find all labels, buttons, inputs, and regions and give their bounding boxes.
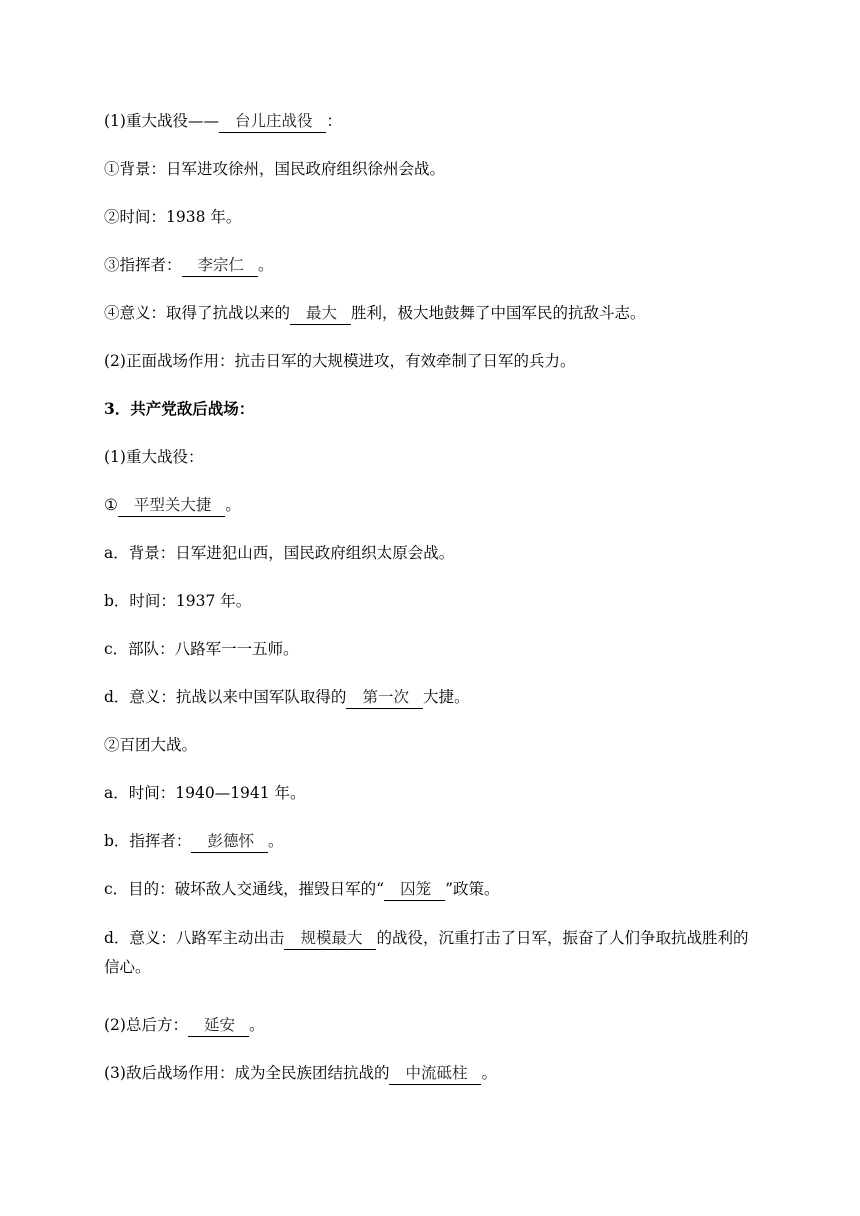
line-significance bbox=[104, 684, 760, 710]
line-taierzhuang-battle bbox=[104, 108, 760, 134]
line-text: c．部队：八路军一一五师。 bbox=[104, 640, 299, 658]
line-text: 。 bbox=[267, 832, 284, 850]
answer-blank bbox=[219, 110, 327, 133]
line-text: (2)正面战场作用：抗击日军的大规模进攻，有效牵制了日军的兵力。 bbox=[104, 352, 576, 370]
line-text: (1)重大战役： bbox=[104, 448, 204, 466]
line-time bbox=[104, 204, 760, 230]
line-time bbox=[104, 780, 760, 806]
answer-text: 最大 bbox=[306, 304, 338, 322]
line-commander bbox=[104, 828, 760, 854]
answer-text: 中流砥柱 bbox=[405, 1064, 468, 1082]
line-troops bbox=[104, 636, 760, 662]
line-time bbox=[104, 588, 760, 614]
answer-text: 囚笼 bbox=[400, 880, 432, 898]
line-front-battlefield-role bbox=[104, 348, 760, 374]
answer-blank bbox=[284, 927, 376, 950]
line-text: 。 bbox=[258, 256, 274, 274]
section-heading bbox=[104, 396, 760, 422]
line-text: ①背景：日军进攻徐州，国民政府组织徐州会战。 bbox=[104, 160, 446, 178]
answer-text: 台儿庄战役 bbox=[234, 112, 313, 130]
line-hundred-regiments bbox=[104, 732, 760, 758]
line-text: ④意义：取得了抗战以来的 bbox=[104, 304, 291, 322]
line-text: 胜利，极大地鼓舞了中国军民的抗敌斗志。 bbox=[351, 304, 646, 322]
line-text: ②百团大战。 bbox=[104, 736, 198, 754]
answer-text: 规模最大 bbox=[300, 929, 363, 947]
line-text: (2)总后方： bbox=[104, 1016, 188, 1034]
line-text: c．目的：破坏敌人交通线，摧毁日军的“ bbox=[104, 880, 385, 898]
line-text: ① bbox=[104, 496, 118, 514]
answer-blank bbox=[384, 878, 445, 901]
answer-text: 延安 bbox=[203, 1016, 235, 1034]
line-rear-base bbox=[104, 1012, 760, 1038]
line-text: a．背景：日军进犯山西，国民政府组织太原会战。 bbox=[104, 544, 455, 562]
line-text: ②时间：1938 年。 bbox=[104, 208, 242, 226]
line-text: ”政策。 bbox=[445, 880, 500, 898]
line-pingxingguan bbox=[104, 492, 760, 518]
line-text: 的战役，沉重打击了日军，振奋了人们争取抗战胜利的信心。 bbox=[104, 929, 749, 976]
line-significance bbox=[104, 300, 760, 326]
line-significance-wrapped bbox=[104, 924, 760, 982]
line-enemy-rear-role bbox=[104, 1060, 760, 1086]
answer-blank bbox=[191, 830, 268, 853]
answer-text: 平型关大捷 bbox=[133, 496, 212, 514]
line-major-battles bbox=[104, 444, 760, 470]
answer-blank bbox=[118, 494, 226, 517]
line-commander bbox=[104, 252, 760, 278]
line-text: 。 bbox=[248, 1016, 265, 1034]
answer-blank bbox=[346, 686, 423, 709]
heading-text: 3．共产党敌后战场： bbox=[104, 399, 255, 418]
line-text: b．指挥者： bbox=[104, 832, 192, 850]
line-text: a．时间：1940—1941 年。 bbox=[104, 784, 306, 802]
answer-blank bbox=[188, 1014, 249, 1037]
line-text: d．意义：八路军主动出击 bbox=[104, 929, 285, 947]
line-text: ③指挥者： bbox=[104, 256, 182, 274]
answer-text: 第一次 bbox=[362, 688, 409, 706]
line-text: 。 bbox=[225, 496, 241, 514]
line-purpose bbox=[104, 876, 760, 902]
line-text: (3)敌后战场作用：成为全民族团结抗战的 bbox=[104, 1064, 390, 1082]
line-text: d．意义：抗战以来中国军队取得的 bbox=[104, 688, 347, 706]
line-background bbox=[104, 156, 760, 182]
line-background bbox=[104, 540, 760, 566]
answer-blank bbox=[290, 302, 351, 325]
answer-text: 李宗仁 bbox=[197, 256, 245, 274]
answer-text: 彭德怀 bbox=[207, 832, 254, 850]
line-text: 。 bbox=[481, 1064, 497, 1082]
line-text: (1)重大战役—— bbox=[104, 112, 219, 130]
line-text: 大捷。 bbox=[422, 688, 470, 706]
answer-blank bbox=[389, 1062, 481, 1085]
answer-blank bbox=[182, 254, 259, 277]
line-text: ： bbox=[326, 112, 342, 130]
line-text: b．时间：1937 年。 bbox=[104, 592, 252, 610]
